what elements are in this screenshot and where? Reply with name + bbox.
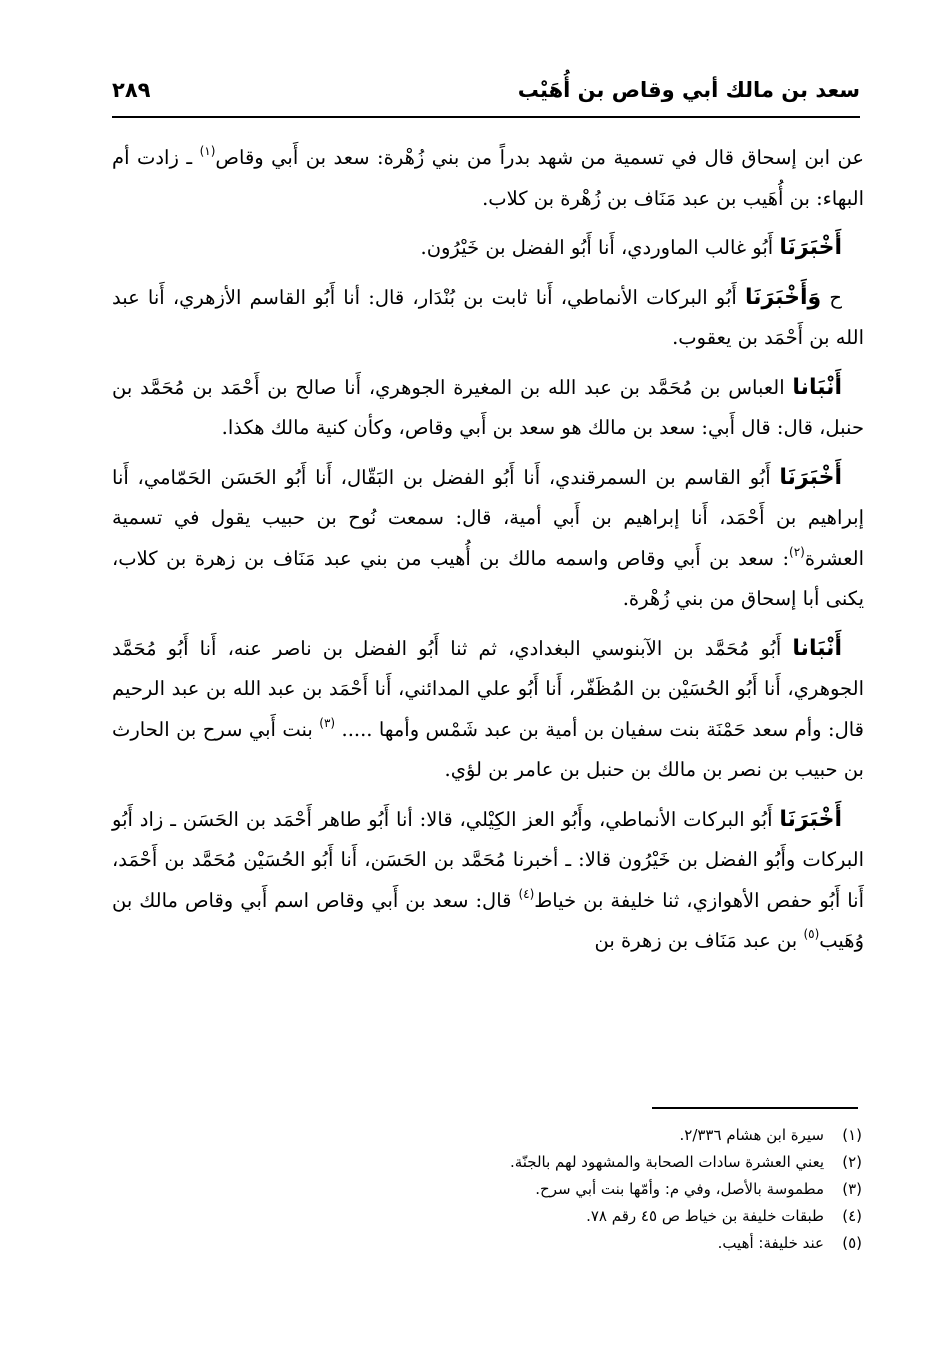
footnote-number: (٣) [842,1180,862,1198]
footnote-item [162,1176,862,1203]
text-run: ـ زادت أم البهاء: بن أُهَيب بن عبد مَنَاف بن زُهْرة بن كلاب. [112,146,864,210]
transmission-keyword: وَأَخْبَرَنَا [744,284,822,310]
page-number: ٢٨٩ [112,78,151,102]
paragraph [112,368,864,449]
footnote-number: (٥) [842,1234,862,1252]
text-run: أَبُو مُحَمَّد بن الآبنوسي البغدادي، ثم ثنا أَبُو الفضل بن ناصر عنه، أَنا أَبُو مُحَمَّد الجوهري، أَنا أَبُو الحُسَيْن بن المُظَفّر، أَنا أَبُو علي المدائني، أَنا أَحْمَد بن عبد الله بن عبد الرحيم قال: وأم سعد حَمْنَة بنت سفيان بن أمية بن عبد شَمْس وأمها ..... [112,636,864,741]
footnote-item [162,1122,862,1149]
transmission-keyword: أَخْبَرَنَا [779,464,842,490]
footnote-number: (٢) [842,1153,862,1171]
footnote-number: (٤) [842,1207,862,1225]
footnotes [162,1122,862,1257]
text-run: العباس بن مُحَمَّد بن عبد الله بن المغيرة الجوهري، أَنا صالح بن أَحْمَد بن مُحَمَّد بن حنبل، قال: قال أَبي: سعد بن مالك هو سعد بن أَبي وقاص، وكأن كنية مالك هكذا. [112,375,864,439]
text-run: عن ابن إسحاق قال في تسمية من شهد بدراً من بني زُهْرة: سعد بن أَبي وقاص [215,146,864,169]
running-header [112,72,860,118]
text-run: أَبُو غالب الماوردي، أَنا أَبُو الفضل بن خَيْرُون. [420,236,780,259]
footnote-ref: (٣) [319,715,336,730]
transmission-keyword: أَخْبَرَنَا [779,235,842,260]
footnote-divider [652,1107,858,1109]
paragraph [112,138,864,219]
footnote-item [162,1230,862,1257]
paragraph [112,629,864,791]
text-run: أَبُو القاسم بن السمرقندي، أَنا أَبُو الفضل بن البَقّال، أَنا أَبُو الحَسَن الحَمّامي، أَنا إبراهيم بن أَحْمَد، أَنا إبراهيم بن أَبي أمية، قال: سمعت نُوح بن حبيب يقول في تسمية العشرة [112,465,864,570]
paragraph [112,800,864,962]
footnote-number: (١) [842,1126,862,1144]
transmission-keyword: أَنْبَانا [792,635,842,661]
footnote-text: مطموسة بالأصل، وفي م: وأمّها بنت أبي سرح. [535,1180,824,1198]
chapter-title: سعد بن مالك أبي وقاص بن أُهَيْب [517,78,860,102]
text-run: بنت أَبي سرح بن الحارث بن حبيب بن نصر بن مالك بن حنبل بن عامر بن لؤي. [112,717,864,781]
footnote-item [162,1203,862,1230]
footnote-ref: (٥) [803,927,820,941]
transmission-keyword: أَخْبَرَنَا [779,806,842,832]
paragraph [112,278,864,359]
footnote-item [162,1149,862,1176]
text-run: ح [821,285,842,309]
text-run: أَبُو البركات الأنماطي، وأَبُو العز الكِيْلي، قالا: أنا أَبُو طاهر أَحْمَد بن الحَسَن ـ زاد أَبُو البركات وأَبُو الفضل بن خَيْرُون قالا: ـ أخبرنا مُحَمَّد بن الحَسَن، أَنا أَبُو الحُسَيْن مُحَمَّد بن أَحْمَد، أَنا أَبُو حفص الأهوازي، ثنا خليفة بن خياط [112,807,865,912]
transmission-keyword: أَنْبَانا [792,374,842,400]
footnote-text: يعني العشرة سادات الصحابة والمشهود لهم بالجنّة. [509,1153,824,1171]
footnote-text: عند خليفة: أهيب. [717,1234,824,1252]
text-run: : سعد بن أَبي وقاص واسمه مالك بن أُهيب من بني عبد مَنَاف بن زهرة بن كلاب، يكنى أبا إسحاق من بني زُهْرة. [112,546,864,610]
footnote-text: سيرة ابن هشام ٢/٣٣٦. [679,1126,824,1144]
text-run: أَبُو البركات الأنماطي، أَنا ثابت بن بُنْدَار، قال: أنا أَبُو القاسم الأزهري، أَنا عبد الله بن أَحْمَد بن يعقوب. [112,285,864,349]
footnote-ref: (٤) [518,886,535,901]
footnote-ref: (٢) [789,544,805,559]
text-run: بن عبد مَنَاف بن زهرة بن [594,929,804,952]
main-text [112,138,864,971]
footnote-text: طبقات خليفة بن خياط ص ٤٥ رقم ٧٨. [586,1207,824,1225]
paragraph [112,458,864,620]
text-run: قال: سعد بن أَبي وقاص اسم أَبي وقاص مالك بن وُهَيب [112,888,864,952]
paragraph [112,228,864,269]
footnote-ref: (١) [199,144,216,158]
